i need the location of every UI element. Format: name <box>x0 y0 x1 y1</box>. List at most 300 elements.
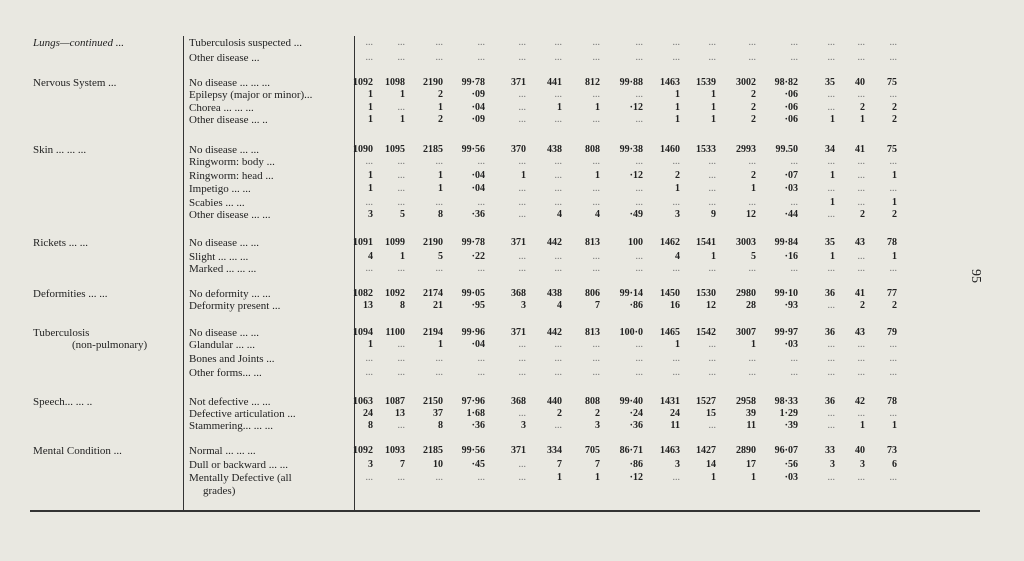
table-cell: 39 <box>746 408 756 419</box>
table-cell: ... <box>592 263 600 274</box>
table-cell: ... <box>708 339 716 350</box>
table-cell: 1 <box>751 472 756 483</box>
row-label: Bones and Joints ... <box>189 353 275 365</box>
table-cell: 1 <box>675 339 680 350</box>
row-category: Deformities ... ... <box>33 288 108 300</box>
row-label: Ringworm: body ... <box>189 156 275 168</box>
table-cell: 96·07 <box>774 445 798 456</box>
table-cell: ... <box>518 183 526 194</box>
bottom-rule <box>30 510 980 512</box>
row-label: Epilepsy (major or minor)... <box>189 89 313 101</box>
table-cell: ·04 <box>471 339 485 350</box>
table-cell: ... <box>365 353 373 364</box>
table-cell: ... <box>592 52 600 63</box>
table-cell: ... <box>435 156 443 167</box>
table-cell: 2174 <box>423 288 443 299</box>
table-cell: ... <box>827 37 835 48</box>
table-cell: ... <box>518 459 526 470</box>
table-cell: 1099 <box>385 237 405 248</box>
table-cell: 1092 <box>353 77 373 88</box>
table-cell: 370 <box>511 144 526 155</box>
table-cell: ... <box>518 89 526 100</box>
row-label: Normal ... ... ... <box>189 445 256 457</box>
table-cell: 2890 <box>736 445 756 456</box>
table-cell: ... <box>592 183 600 194</box>
table-cell: 100 <box>628 237 643 248</box>
table-cell: 2190 <box>423 77 443 88</box>
table-cell: 2 <box>860 209 865 220</box>
table-cell: 99·14 <box>619 288 643 299</box>
table-cell: 1087 <box>385 396 405 407</box>
table-cell: 368 <box>511 288 526 299</box>
table-cell: ... <box>635 367 643 378</box>
table-cell: 1527 <box>696 396 716 407</box>
table-cell: 7 <box>400 459 405 470</box>
table-cell: 1091 <box>353 237 373 248</box>
table-cell: 1 <box>892 420 897 431</box>
table-cell: 1 <box>557 472 562 483</box>
table-cell: 368 <box>511 396 526 407</box>
row-category: Nervous System ... <box>33 77 117 89</box>
table-cell: ... <box>672 37 680 48</box>
row-label: Other disease ... .. <box>189 114 268 126</box>
table-cell: ... <box>397 472 405 483</box>
table-cell: ... <box>554 156 562 167</box>
table-cell: 2 <box>675 170 680 181</box>
table-cell: ... <box>518 367 526 378</box>
table-cell: 9 <box>711 209 716 220</box>
table-cell: 812 <box>585 77 600 88</box>
table-cell: ... <box>889 339 897 350</box>
table-cell: ... <box>635 37 643 48</box>
table-cell: 2185 <box>423 445 443 456</box>
table-cell: ... <box>592 251 600 262</box>
table-cell: 1539 <box>696 77 716 88</box>
table-cell: ... <box>635 251 643 262</box>
table-cell: ·49 <box>629 209 643 220</box>
table-cell: ... <box>397 263 405 274</box>
table-cell: ... <box>827 263 835 274</box>
table-cell: ... <box>827 339 835 350</box>
row-category: (non-pulmonary) <box>72 339 148 351</box>
table-cell: ·04 <box>471 102 485 113</box>
table-cell: ... <box>827 367 835 378</box>
table-cell: ·09 <box>471 89 485 100</box>
table-cell: ... <box>857 339 865 350</box>
table-cell: 8 <box>438 209 443 220</box>
table-cell: 1 <box>830 197 835 208</box>
table-cell: ... <box>554 114 562 125</box>
table-cell: 75 <box>887 77 897 88</box>
table-cell: ·45 <box>471 459 485 470</box>
table-cell: ·07 <box>784 170 798 181</box>
table-cell: 1 <box>830 251 835 262</box>
table-cell: ... <box>397 197 405 208</box>
table-cell: ... <box>790 353 798 364</box>
table-cell: ... <box>365 263 373 274</box>
table-cell: 28 <box>746 300 756 311</box>
table-cell: 2 <box>892 102 897 113</box>
table-cell: ... <box>592 353 600 364</box>
table-cell: ·86 <box>629 300 643 311</box>
table-cell: ·22 <box>471 251 485 262</box>
table-cell: 40 <box>855 77 865 88</box>
table-cell: 438 <box>547 144 562 155</box>
table-cell: 1 <box>368 183 373 194</box>
table-cell: ... <box>397 339 405 350</box>
table-cell: 97·96 <box>461 396 485 407</box>
table-cell: ... <box>365 197 373 208</box>
table-cell: 1530 <box>696 288 716 299</box>
row-label: No deformity ... ... <box>189 288 271 300</box>
table-cell: ... <box>397 156 405 167</box>
table-cell: ... <box>477 197 485 208</box>
column-divider-left <box>183 36 184 510</box>
table-cell: 1431 <box>660 396 680 407</box>
table-cell: 3 <box>830 459 835 470</box>
table-cell: 99.50 <box>775 144 798 155</box>
table-cell: ... <box>435 263 443 274</box>
table-cell: ·36 <box>629 420 643 431</box>
table-cell: 99·84 <box>774 237 798 248</box>
row-label: Other forms... ... <box>189 367 262 379</box>
row-label: No disease ... ... <box>189 327 259 339</box>
table-cell: ... <box>477 263 485 274</box>
table-cell: ... <box>857 52 865 63</box>
table-cell: ... <box>518 114 526 125</box>
table-cell: 4 <box>595 209 600 220</box>
table-cell: 1 <box>438 183 443 194</box>
table-cell: 99·88 <box>619 77 643 88</box>
table-cell: ... <box>857 353 865 364</box>
table-cell: ... <box>592 156 600 167</box>
table-cell: ·12 <box>629 170 643 181</box>
table-cell: 15 <box>706 408 716 419</box>
table-cell: 1460 <box>660 144 680 155</box>
table-cell: 1·29 <box>779 408 798 419</box>
table-cell: ... <box>397 183 405 194</box>
table-cell: ... <box>889 353 897 364</box>
table-cell: 24 <box>670 408 680 419</box>
table-cell: 3007 <box>736 327 756 338</box>
row-category: Tuberculosis <box>33 327 90 339</box>
table-cell: 7 <box>595 459 600 470</box>
table-cell: ... <box>365 367 373 378</box>
table-cell: 1 <box>711 472 716 483</box>
table-cell: 99·97 <box>774 327 798 338</box>
table-cell: 1465 <box>660 327 680 338</box>
table-cell: ... <box>554 52 562 63</box>
table-cell: 41 <box>855 144 865 155</box>
table-cell: ... <box>477 37 485 48</box>
table-cell: ... <box>397 102 405 113</box>
table-cell: ... <box>827 183 835 194</box>
table-cell: ... <box>518 263 526 274</box>
table-cell: 1463 <box>660 77 680 88</box>
row-label: Not defective ... ... <box>189 396 271 408</box>
table-cell: ... <box>708 367 716 378</box>
table-cell: 41 <box>855 288 865 299</box>
table-cell: 1 <box>675 89 680 100</box>
table-cell: ... <box>857 170 865 181</box>
table-cell: 808 <box>585 144 600 155</box>
table-cell: 1 <box>892 251 897 262</box>
table-cell: 2 <box>892 300 897 311</box>
table-cell: ... <box>708 183 716 194</box>
table-cell: 3003 <box>736 237 756 248</box>
table-cell: ... <box>748 197 756 208</box>
table-cell: 13 <box>363 300 373 311</box>
table-cell: ·12 <box>629 472 643 483</box>
table-cell: 1 <box>438 102 443 113</box>
table-cell: ... <box>592 37 600 48</box>
table-cell: ·06 <box>784 102 798 113</box>
page-number: 95 <box>968 269 983 283</box>
table-cell: 438 <box>547 288 562 299</box>
table-cell: ... <box>518 408 526 419</box>
table-cell: 1 <box>557 102 562 113</box>
table-cell: 8 <box>438 420 443 431</box>
table-cell: ·93 <box>784 300 798 311</box>
table-cell: ... <box>790 263 798 274</box>
table-cell: ... <box>857 89 865 100</box>
table-cell: 1 <box>368 89 373 100</box>
table-cell: 442 <box>547 237 562 248</box>
table-cell: ... <box>827 472 835 483</box>
table-cell: 5 <box>438 251 443 262</box>
table-cell: 2 <box>438 114 443 125</box>
table-cell: 1 <box>400 114 405 125</box>
table-cell: ... <box>827 102 835 113</box>
table-cell: 99·56 <box>461 445 485 456</box>
table-cell: 371 <box>511 445 526 456</box>
table-cell: ... <box>672 263 680 274</box>
table-cell: 73 <box>887 445 897 456</box>
table-cell: ... <box>708 420 716 431</box>
table-cell: ... <box>518 197 526 208</box>
table-cell: ·36 <box>471 420 485 431</box>
table-cell: ... <box>635 263 643 274</box>
table-cell: ... <box>827 209 835 220</box>
table-cell: 99·38 <box>619 144 643 155</box>
row-label-continued: grades) <box>203 485 236 497</box>
table-cell: ... <box>518 339 526 350</box>
table-cell: ... <box>477 52 485 63</box>
table-cell: 1 <box>711 114 716 125</box>
table-cell: ... <box>790 37 798 48</box>
table-cell: 2 <box>860 102 865 113</box>
table-cell: ... <box>708 263 716 274</box>
table-cell: 1 <box>368 170 373 181</box>
row-category: Skin ... ... ... <box>33 144 87 156</box>
table-cell: ... <box>889 367 897 378</box>
table-cell: 33 <box>825 445 835 456</box>
table-cell: ... <box>708 37 716 48</box>
table-cell: 24 <box>363 408 373 419</box>
table-cell: ... <box>477 367 485 378</box>
table-cell: ... <box>790 197 798 208</box>
table-cell: 2 <box>751 102 756 113</box>
table-cell: 98·82 <box>774 77 798 88</box>
row-label: No disease ... ... <box>189 144 259 156</box>
table-cell: ·24 <box>629 408 643 419</box>
table-cell: ... <box>748 37 756 48</box>
row-label: Mentally Defective (all <box>189 472 292 484</box>
table-cell: ... <box>518 37 526 48</box>
table-cell: ... <box>672 353 680 364</box>
table-cell: ... <box>365 52 373 63</box>
table-cell: 3002 <box>736 77 756 88</box>
table-cell: ... <box>635 197 643 208</box>
table-cell: ·06 <box>784 89 798 100</box>
table-cell: 99·05 <box>461 288 485 299</box>
table-cell: ... <box>708 156 716 167</box>
table-cell: 1094 <box>353 327 373 338</box>
table-cell: 5 <box>400 209 405 220</box>
table-cell: ... <box>477 353 485 364</box>
table-cell: ... <box>857 367 865 378</box>
table-cell: 4 <box>557 300 562 311</box>
table-cell: ·39 <box>784 420 798 431</box>
table-cell: 98·33 <box>774 396 798 407</box>
table-cell: ·56 <box>784 459 798 470</box>
table-cell: ... <box>397 37 405 48</box>
table-cell: 10 <box>433 459 443 470</box>
table-cell: ... <box>857 183 865 194</box>
table-cell: ... <box>790 52 798 63</box>
table-cell: ... <box>435 367 443 378</box>
table-cell: 813 <box>585 237 600 248</box>
table-cell: 1 <box>711 102 716 113</box>
table-cell: 1 <box>438 339 443 350</box>
table-cell: 99·10 <box>774 288 798 299</box>
table-cell: ... <box>889 408 897 419</box>
table-cell: ... <box>554 251 562 262</box>
table-cell: 440 <box>547 396 562 407</box>
table-cell: 1462 <box>660 237 680 248</box>
table-cell: 1 <box>521 170 526 181</box>
table-cell: 1450 <box>660 288 680 299</box>
table-cell: 8 <box>400 300 405 311</box>
row-label: Stammering... ... ... <box>189 420 274 432</box>
table-cell: 2185 <box>423 144 443 155</box>
table-cell: ... <box>592 367 600 378</box>
table-cell: ... <box>477 156 485 167</box>
row-label: Defective articulation ... <box>189 408 296 420</box>
table-cell: 1082 <box>353 288 373 299</box>
table-cell: ... <box>518 472 526 483</box>
table-cell: 86·71 <box>619 445 643 456</box>
table-cell: 4 <box>557 209 562 220</box>
table-cell: 100·0 <box>619 327 643 338</box>
table-cell: 1095 <box>385 144 405 155</box>
table-cell: 1 <box>400 251 405 262</box>
row-label: Glandular ... ... <box>189 339 255 351</box>
table-cell: ... <box>857 263 865 274</box>
table-cell: ... <box>672 52 680 63</box>
table-cell: ·03 <box>784 472 798 483</box>
table-cell: ... <box>554 170 562 181</box>
table-cell: 442 <box>547 327 562 338</box>
table-cell: 79 <box>887 327 897 338</box>
row-label: Other disease ... ... <box>189 209 271 221</box>
table-cell: ... <box>635 89 643 100</box>
table-cell: ... <box>365 37 373 48</box>
table-cell: ... <box>708 197 716 208</box>
table-cell: 371 <box>511 237 526 248</box>
table-cell: 3 <box>675 459 680 470</box>
table-cell: 1 <box>400 89 405 100</box>
table-cell: ·86 <box>629 459 643 470</box>
table-cell: ... <box>827 52 835 63</box>
table-cell: ... <box>554 89 562 100</box>
table-cell: 2 <box>751 114 756 125</box>
table-cell: 1533 <box>696 144 716 155</box>
row-label: Marked ... ... ... <box>189 263 257 275</box>
table-cell: 3 <box>521 300 526 311</box>
table-cell: ... <box>889 89 897 100</box>
table-cell: ... <box>635 52 643 63</box>
table-cell: 6 <box>892 459 897 470</box>
row-category: Mental Condition ... <box>33 445 122 457</box>
table-cell: 8 <box>368 420 373 431</box>
table-cell: 1427 <box>696 445 716 456</box>
table-cell: ·06 <box>784 114 798 125</box>
table-cell: ... <box>748 263 756 274</box>
table-cell: 2150 <box>423 396 443 407</box>
table-cell: ·16 <box>784 251 798 262</box>
table-cell: ... <box>554 367 562 378</box>
table-cell: 1 <box>675 102 680 113</box>
table-cell: 12 <box>706 300 716 311</box>
table-cell: 1 <box>368 114 373 125</box>
table-cell: 1063 <box>353 396 373 407</box>
table-cell: ... <box>635 339 643 350</box>
row-label: Dull or backward ... ... <box>189 459 288 471</box>
table-cell: 99·56 <box>461 144 485 155</box>
table-cell: 1 <box>860 420 865 431</box>
table-cell: ... <box>592 89 600 100</box>
table-cell: 34 <box>825 144 835 155</box>
table-cell: 1 <box>675 114 680 125</box>
table-cell: 37 <box>433 408 443 419</box>
table-cell: 2 <box>557 408 562 419</box>
table-cell: 441 <box>547 77 562 88</box>
row-category: Rickets ... ... <box>33 237 88 249</box>
table-cell: 2194 <box>423 327 443 338</box>
table-cell: 21 <box>433 300 443 311</box>
table-cell: 16 <box>670 300 680 311</box>
table-cell: 1541 <box>696 237 716 248</box>
row-label: Other disease ... <box>189 52 260 64</box>
table-cell: 705 <box>585 445 600 456</box>
table-cell: ... <box>635 353 643 364</box>
table-cell: ... <box>857 251 865 262</box>
table-cell: 2190 <box>423 237 443 248</box>
table-cell: ... <box>518 251 526 262</box>
table-cell: ... <box>827 420 835 431</box>
table-cell: ... <box>397 420 405 431</box>
table-cell: ... <box>827 89 835 100</box>
table-cell: ... <box>790 367 798 378</box>
table-cell: ·04 <box>471 183 485 194</box>
table-cell: ... <box>435 37 443 48</box>
table-cell: ... <box>708 353 716 364</box>
row-label: Tuberculosis suspected ... <box>189 37 302 49</box>
table-cell: 1 <box>368 339 373 350</box>
table-cell: ... <box>518 156 526 167</box>
table-cell: 4 <box>368 251 373 262</box>
